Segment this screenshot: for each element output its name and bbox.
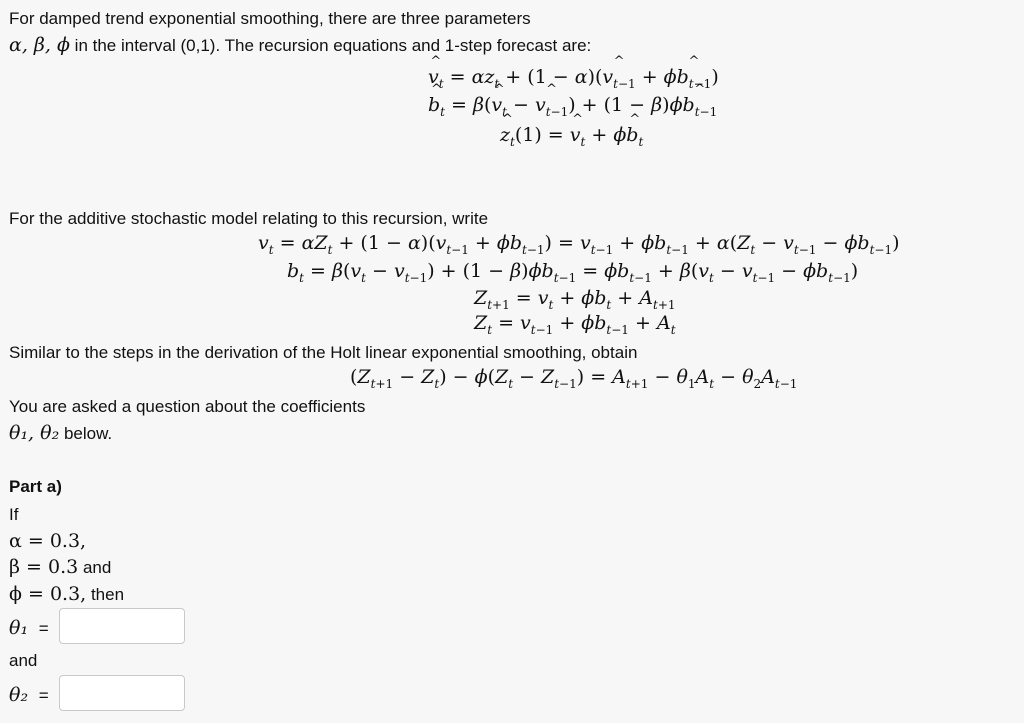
question-line-2 [9,422,112,444]
beta-line [9,556,111,578]
equation-model-z: $Z_t = v_{t-1} + \phi b_{t-1} + A_t$ [474,312,676,337]
equation-model-trend: $b_t = \beta(v_t - v_{t-1}) + (1 - \beta)\phi b_{t-1} = \phi b_{t-1} + \beta(v_t - v_{t-1} - \phi b_{t-1})$ [287,260,859,285]
alpha-value: α = 0.3, [9,530,87,552]
equation-arma: $(Z_{t+1} - Z_t) - \phi(Z_t - Z_{t-1}) = A_{t+1} - \theta_1A_t - \theta_2A_{t-1}$ [350,366,798,391]
equation-model-z-next: $Z_{t+1} = v_t + \phi b_t + A_{t+1}$ [474,287,676,312]
question-line-1: You are asked a question about the coefficients [9,397,366,416]
intro-line-1: For damped trend exponential smoothing, there are three parameters [9,9,531,28]
theta2-label-row [9,684,49,706]
and-label: and [9,651,38,670]
theta1-label: θ₁ [9,617,29,639]
phi-suffix: then [90,585,125,604]
theta2-label: θ₂ [9,684,29,706]
alpha-line [9,530,86,552]
theta2-input[interactable] [59,675,185,711]
question-line-2-text: below. [63,424,113,443]
coef-pair: θ₁, θ₂ [9,422,60,444]
theta1-equals: = [38,619,49,638]
intro-line-2-text: in the interval (0,1). The recursion equations and 1-step forecast are: [74,36,592,55]
beta-value: β = 0.3 [9,556,79,578]
equation-model-level: $v_t = \alpha Z_t + (1 - \alpha)(v_{t-1} + \phi b_{t-1}) = v_{t-1} + \phi b_{t-1} + \alpha(Z_t - v_{t-1} - \phi b_{t-1})$ [258,232,900,257]
part-label: Part a) [9,477,62,496]
equation-forecast: $z_t$ ^(1) = $v_t$ ^ + $\phi b_t$ ^ [500,124,643,146]
similar-text: Similar to the steps in the derivation of the Holt linear exponential smoothing, obtain [9,343,638,362]
theta1-input[interactable] [59,608,185,644]
phi-line [9,583,124,605]
equation-level: $v_t$ ^ = $\alpha z_t + (1 - \alpha)(v_{t-1}$ ^ + $\phi b_{t-1}$ ^) [428,66,719,88]
phi-value: ϕ = 0.3, [9,583,87,605]
equation-trend: $b_t$ ^ = $\beta(v_t$ ^ − $v_{t-1}$ ^) + $(1 - \beta)\phi b_{t-1}$ ^ [428,94,717,116]
theta2-equals: = [38,686,49,705]
params-symbols: α, β, ϕ [9,34,70,56]
beta-suffix: and [82,558,112,577]
if-label: If [9,505,19,524]
model-intro: For the additive stochastic model relating to this recursion, write [9,209,489,228]
intro-line-2 [9,34,591,56]
theta1-label-row [9,617,49,639]
